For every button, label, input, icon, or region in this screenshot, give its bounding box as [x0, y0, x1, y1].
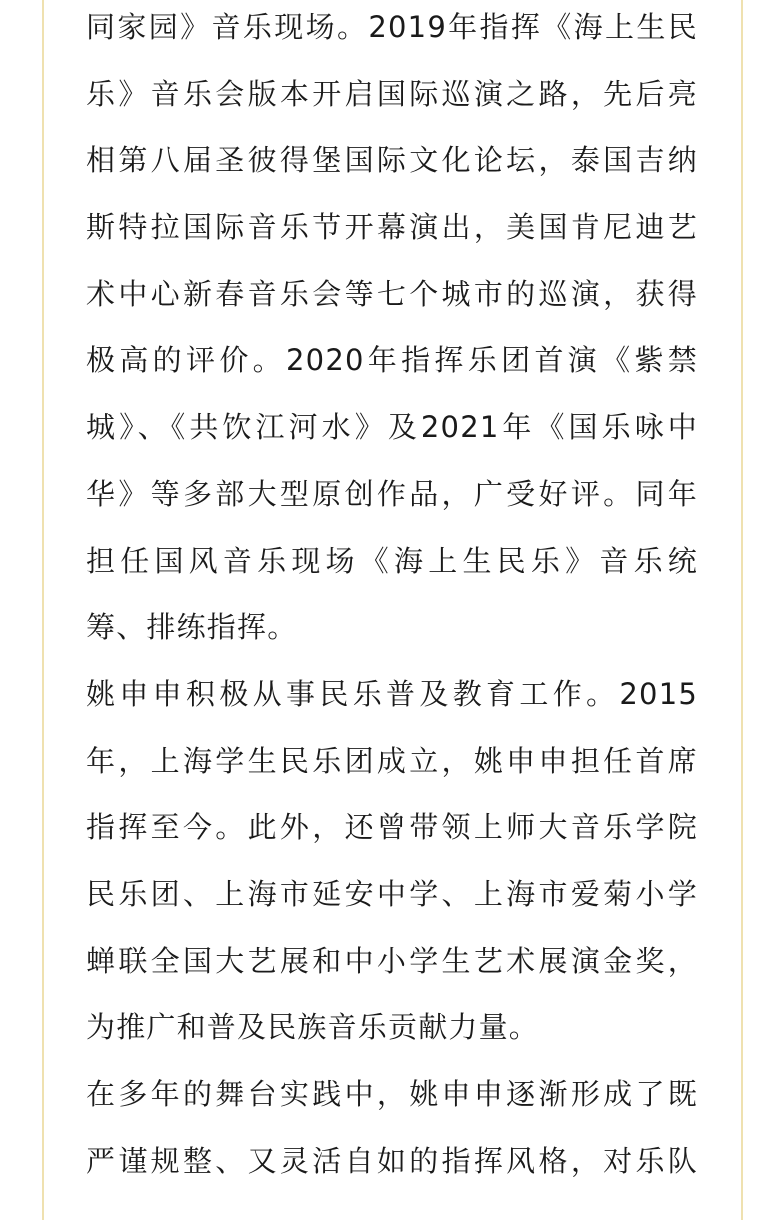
- paragraph-1: [86, 0, 698, 661]
- text-line: 筹、排练指挥。: [86, 610, 298, 645]
- text-line: 指挥至今。此外，还曾带领上师大音乐学院: [86, 810, 698, 845]
- text-line: 蝉联全国大艺展和中小学生艺术展演金奖，: [86, 943, 698, 978]
- text-line: 在多年的舞台实践中，姚申申逐渐形成了既: [86, 1077, 698, 1111]
- text-line: 乐》音乐会版本开启国际巡演之路，先后亮: [86, 76, 698, 111]
- text-line: 姚申申积极从事民乐普及教育工作。2015: [86, 676, 698, 711]
- text-line: 斯特拉国际音乐节开幕演出，美国肯尼迪艺: [86, 210, 698, 245]
- text-line: 民乐团、上海市延安中学、上海市爱菊小学: [86, 876, 698, 911]
- text-line: 术中心新春音乐会等七个城市的巡演，获得: [86, 276, 698, 311]
- text-line: 担任国风音乐现场《海上生民乐》音乐统: [86, 543, 698, 578]
- text-line: 年，上海学生民乐团成立，姚申申担任首席: [86, 743, 698, 778]
- text-line: 极高的评价。2020年指挥乐团首演《紫禁: [86, 343, 698, 378]
- text-line: 严谨规整、又灵活自如的指挥风格，对乐队: [86, 1143, 698, 1178]
- paragraph-3: [86, 1061, 698, 1194]
- text-line: 同家园》音乐现场。2019年指挥《海上生民: [86, 10, 698, 44]
- article-body: [86, 0, 698, 1194]
- text-line: 城》、《共饮江河水》及2021年《国乐咏中: [86, 410, 698, 445]
- text-line: 相第八届圣彼得堡国际文化论坛，泰国吉纳: [86, 143, 698, 178]
- paragraph-2: [86, 661, 698, 1061]
- text-line: 为推广和普及民族音乐贡献力量。: [86, 1010, 540, 1045]
- text-line: 华》等多部大型原创作品，广受好评。同年: [86, 476, 698, 511]
